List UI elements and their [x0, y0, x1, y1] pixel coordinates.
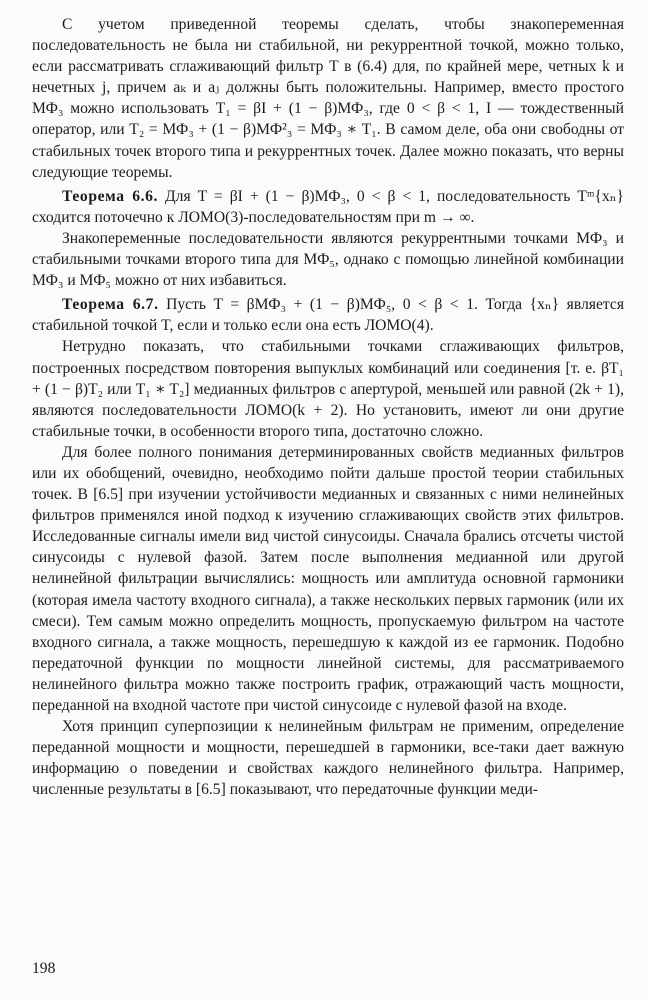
paragraph-sinusoid-analysis: Для более полного понимания детерминированных свойств медианных фильтров или их обобщений, очевидно, необходимо пойти дальше простой теории стабильных точек. В [6.5] при изучении устойчивости медианных и связанных с ними нелинейных фильтров применялся иной подход к изучению сглаживающих свойств этих фильтров. Исследованные сигналы имели вид чистой синусоиды. Сначала брались отсчеты чистой синусоиды с нулевой фазой. Затем после выполнения медианной или другой нелинейной фильтрации вычислялись: мощность или амплитуда основной гармоники (которая имела частоту входного сигнала), а также нескольких первых гармоник (или их смеси). Тем самым можно определить мощность, пропускаемую фильтром на частоте входного сигнала, а также мощность, перешедшую к каждой из ее гармоник. Подобно передаточной функции по мощности линейной системы, для рассматриваемого нелинейного фильтра можно также построить график, отражающий часть мощности, переданной на входной частоте при чистой синусоиде с нулевой фазой на входе.	[32, 443, 624, 714]
theorem-6-7	[32, 294, 624, 336]
page-body	[32, 14, 624, 800]
theorem-6-7-statement: Пусть T = βМФ₃ + (1 − β)МФ₅, 0 < β < 1. Тогда {xₙ} является стабильной точкой T, если и только если она есть ЛОМО(4).	[32, 296, 624, 335]
paragraph-stable-points: Нетрудно показать, что стабильными точками сглаживающих фильтров, построенных посредством повторения выпуклых комбинаций или соединения [т. е. βT₁ + (1 − β)T₂ или T₁ ∗ T₂] медианных фильтров с апертурой, меньшей или равной (2k + 1), являются последовательности ЛОМО(k + 2). Но установить, имеют ли они другие стабильные точки, в особенности второго типа, достаточно сложно.	[32, 338, 624, 440]
theorem-6-7-heading: Теорема 6.7.	[62, 296, 159, 314]
page-number: 198	[32, 960, 56, 977]
theorem-6-6-heading: Теорема 6.6.	[62, 187, 159, 205]
theorem-6-6	[32, 186, 624, 228]
paragraph-superposition: Хотя принцип суперпозиции к нелинейным фильтрам не применим, определение переданной мощности и мощности, перешедшей в гармоники, все-таки дает важную информацию о поведении и свойствах каждого нелинейного фильтра. Например, численные результаты в [6.5] показывают, что передаточные функции меди-	[32, 718, 624, 799]
theorem-6-6-statement: Для T = βI + (1 − β)МФ₃, 0 < β < 1, последовательность Tᵐ{xₙ} сходится поточечно к ЛОМО(3)-последовательностям при m → ∞.	[32, 187, 624, 226]
paragraph-alternating-sequences: Знакопеременные последовательности являются рекуррентными точками МФ₃ и стабильными точками второго типа для МФ₅, однако с помощью линейной комбинации МФ₃ и МФ₅ можно от них избавиться.	[32, 229, 624, 290]
paragraph-intro: С учетом приведенной теоремы сделать, чтобы знакопеременная последовательность не была ни стабильной, ни рекуррентной точкой, можно только, если рассматривать сглаживающий фильтр T в (6.4) для, по крайней мере, четных k и нечетных j, причем aₖ и aⱼ должны быть положительны. Например, вместо простого МФ₃ можно использовать T₁ = βI + (1 − β)МФ₃, где 0 < β < 1, I — тождественный оператор, или T₂ = МФ₃ + (1 − β)МФ²₃ = МФ₃ ∗ T₁. В самом деле, оба они свободны от стабильных точек второго типа и рекуррентных точек. Далее можно показать, что верны следующие теоремы.	[32, 16, 624, 181]
